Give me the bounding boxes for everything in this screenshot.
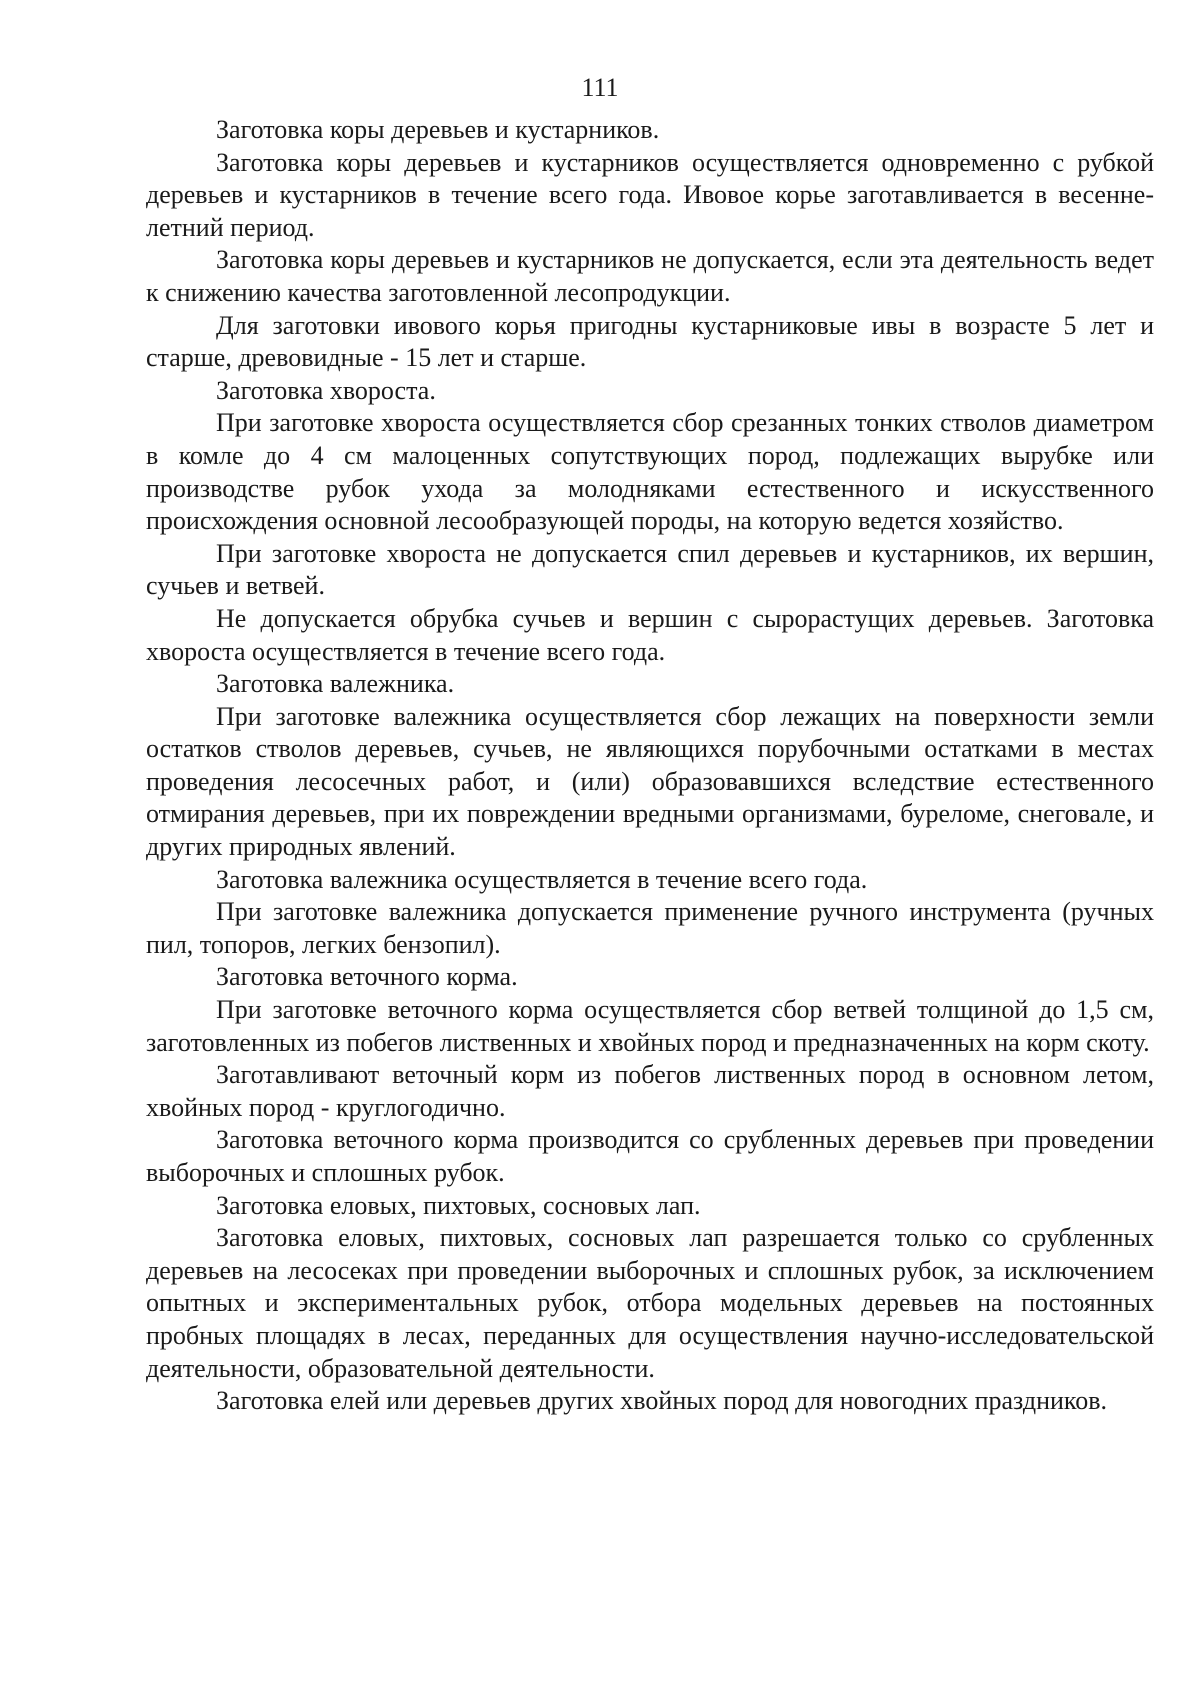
paragraph: При заготовке хвороста осуществляется сбор срезанных тонких стволов диаметром в комле до 4 см малоценных сопутствующих пород, подлежащих вырубке или производстве рубок ухода за молодняками естественного и искусственного происхождения основной лесообразующей породы, на которую ведется хозяйство. <box>146 408 1154 536</box>
paragraph: При заготовке хвороста не допускается спил деревьев и кустарников, их вершин, сучьев и ветвей. <box>146 538 1154 601</box>
section-heading: Заготовка веточного корма. <box>216 962 518 992</box>
paragraph: При заготовке валежника допускается применение ручного инструмента (ручных пил, топоров, легких бензопил). <box>146 897 1154 959</box>
page-number: 111 <box>581 73 619 102</box>
paragraph: Не допускается обрубка сучьев и вершин с сырорастущих деревьев. Заготовка хвороста осуществляется в течение всего года. <box>146 603 1154 666</box>
section-heading: Заготовка валежника осуществляется в течение всего года. <box>216 864 868 894</box>
paragraph: Для заготовки ивового корья пригодны кустарниковые ивы в возрасте 5 лет и старше, древовидные - 15 лет и старше. <box>146 310 1154 373</box>
paragraph: Заготовка еловых, пихтовых, сосновых лап разрешается только со срубленных деревьев на лесосеках при проведении выборочных и сплошных рубок, за исключением опытных и экспериментальных рубок, отбора модельных деревьев на постоянных пробных площадях в лесах, переданных для осуществления научно-исследовательской деятельности, образовательной деятельности. <box>146 1223 1154 1383</box>
paragraph: Заготовка елей или деревьев других хвойных пород для новогодних праздников. <box>216 1386 1107 1416</box>
paragraph: При заготовке веточного корма осуществляется сбор ветвей толщиной до 1,5 см, заготовленных из побегов лиственных и хвойных пород и предназначенных на корм скоту. <box>146 995 1154 1057</box>
section-heading: Заготовка коры деревьев и кустарников. <box>216 115 660 144</box>
document-body <box>146 114 1154 1418</box>
paragraph: При заготовке валежника осуществляется сбор лежащих на поверхности земли остатков стволов деревьев, сучьев, не являющихся порубочными остатками в местах проведения лесосечных работ, и (или) образовавшихся вследствие естественного отмирания деревьев, при их повреждении вредными организмами, буреломе, снеговале, и других природных явлений. <box>146 701 1154 862</box>
section-heading: Заготовка еловых, пихтовых, сосновых лап. <box>216 1190 701 1220</box>
paragraph: Заготавливают веточный корм из побегов лиственных пород в основном летом, хвойных пород - круглогодично. <box>146 1060 1154 1122</box>
section-heading: Заготовка хвороста. <box>216 375 436 405</box>
paragraph: Заготовка коры деревьев и кустарников не допускается, если эта деятельность ведет к снижению качества заготовленной лесопродукции. <box>146 245 1154 307</box>
paragraph: Заготовка коры деревьев и кустарников осуществляется одновременно с рубкой деревьев и кустарников в течение всего года. Ивовое корье заготавливается в весенне-летний период. <box>146 147 1154 242</box>
paragraph: Заготовка веточного корма производится со срубленных деревьев при проведении выборочных и сплошных рубок. <box>146 1125 1154 1187</box>
section-heading: Заготовка валежника. <box>216 669 455 699</box>
